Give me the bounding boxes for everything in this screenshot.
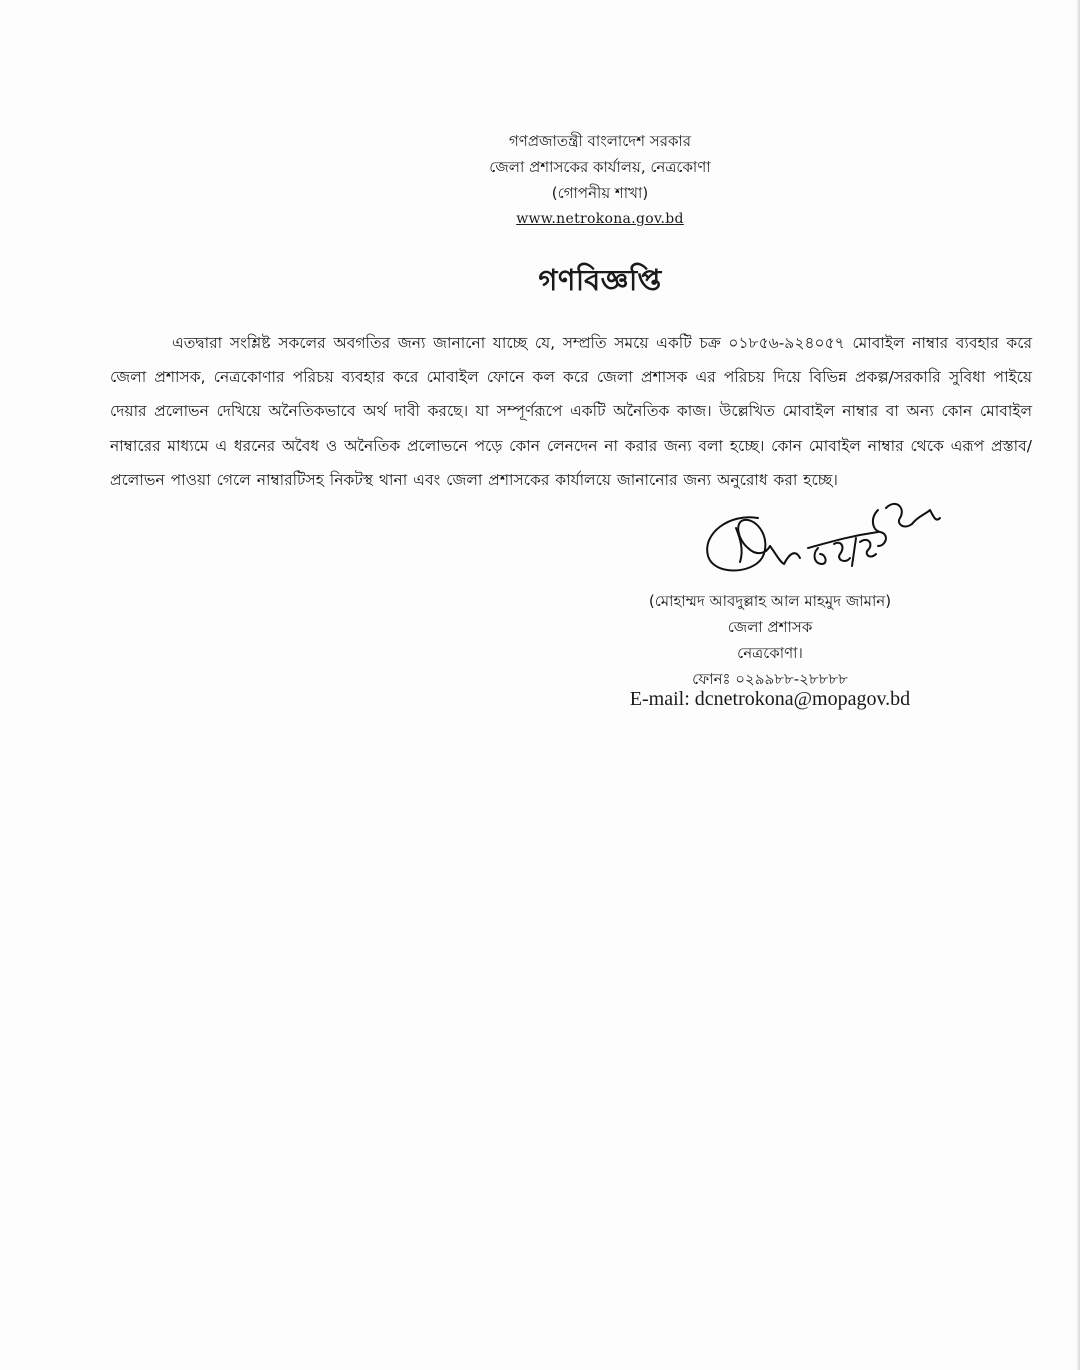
website-link[interactable]: www.netrokona.gov.bd: [516, 211, 684, 227]
notice-title: গণবিজ্ঞপ্তি: [538, 263, 662, 297]
signer-email[interactable]: E-mail: dcnetrokona@mopagov.bd: [629, 688, 911, 710]
government-name: গণপ্রজাতন্ত্রী বাংলাদেশ সরকার: [508, 132, 692, 150]
branch-name: (গোপনীয় শাখা): [551, 184, 649, 202]
office-name: জেলা প্রশাসকের কার্যালয়, নেত্রকোণা: [489, 158, 711, 176]
signer-district: নেত্রকোণা।: [737, 644, 803, 662]
notice-body: এতদ্বারা সংশ্লিষ্ট সকলের অবগতির জন্য জানানো যাচ্ছে যে, সম্প্রতি সময়ে একটি চক্র ০১৮৫৬-৯২৪০৫৭ মোবাইল নাম্বার ব্যবহার করে জেলা প্রশাসক, নেত্রকোণার পরিচয় ব্যবহার করে মোবাইল ফোনে কল করে জেলা প্রশাসক এর পরিচয় দিয়ে বিভিন্ন প্রকল্প/সরকারি সুবিধা পাইয়ে দেয়ার প্রলোভন দেখিয়ে অনৈতিকভাবে অর্থ দাবী করছে। যা সম্পূর্ণরূপে একটি অনৈতিক কাজ। উল্লেখিত মোবাইল নাম্বার বা অন্য কোন মোবাইল নাম্বারের মাধ্যমে এ ধরনের অবৈধ ও অনৈতিক প্রলোভনে পড়ে কোন লেনদেন না করার জন্য বলা হচ্ছে। কোন মোবাইল নাম্বার থেকে এরূপ প্রস্তাব/প্রলোভন পাওয়া গেলে নাম্বারটিসহ নিকটস্থ থানা এবং জেলা প্রশাসকের কার্যালয়ে জানানোর জন্য অনুরোধ করা হচ্ছে।: [110, 334, 1032, 489]
page-edge-shadow: [1076, 0, 1080, 1370]
signer-phone: ফোনঃ ০২৯৯৮৮-২৮৮৮৮: [692, 670, 848, 688]
letterhead: [380, 128, 820, 232]
signer-name: (মোহাম্মদ আবদুল্লাহ আল মাহমুদ জামান): [648, 592, 892, 610]
signer-designation: জেলা প্রশাসক: [727, 618, 813, 636]
handwritten-signature: [700, 488, 950, 598]
signer-block: [590, 588, 950, 692]
